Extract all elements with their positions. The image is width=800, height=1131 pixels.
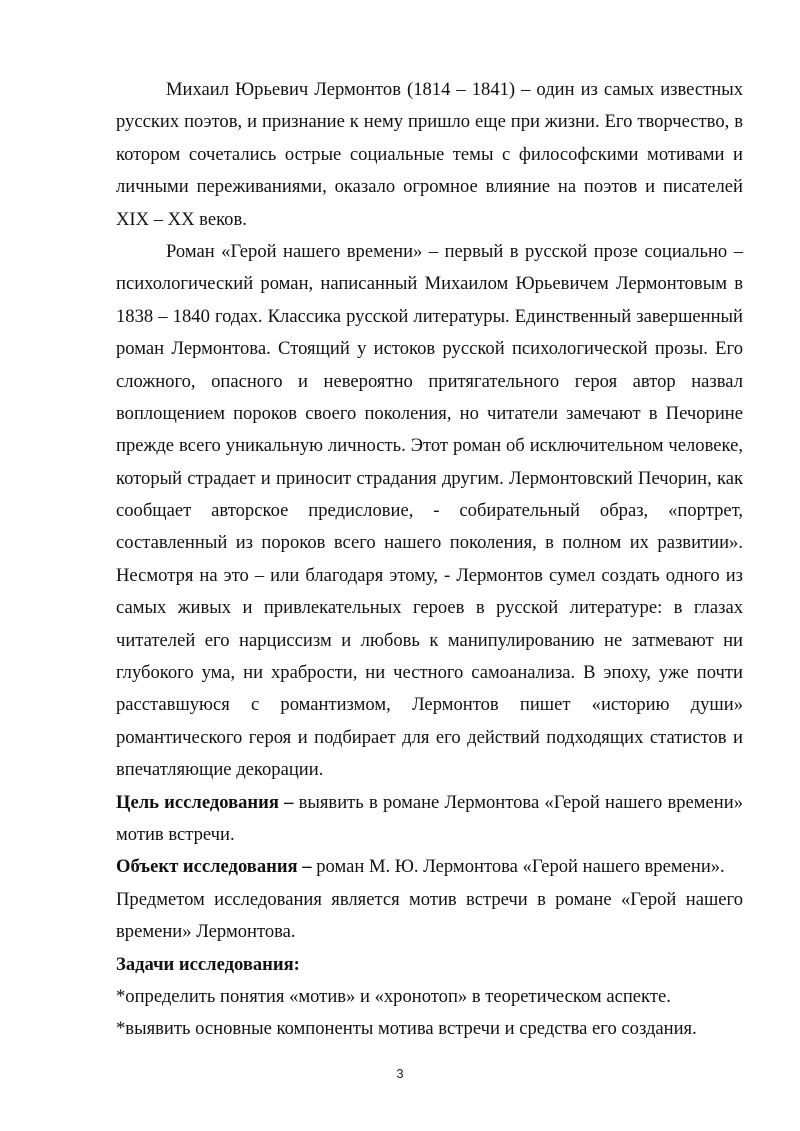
text-line [116,787,743,819]
text-line: сообщает авторское предисловие, - собирательный образ, «портрет, [116,500,743,522]
text-line: Предметом исследования является мотив встречи в романе «Герой нашего [116,888,743,910]
text-line: прежде всего уникальную личность. Этот роман об исключительном человеке, [116,435,743,457]
text-line: впечатляющие декорации. [116,759,324,781]
text-line: XIX – XX веков. [116,208,247,230]
research-goal [116,787,743,852]
text-line: психологический роман, написанный Михаилом Юрьевичем Лермонтовым в [116,273,743,295]
paragraph-novel [116,236,743,787]
text-line: самых живых и привлекательных героев в русской литературе: в глазах [116,597,743,619]
text-line: времени» Лермонтова. [116,921,296,943]
text-line: Михаил Юрьевич Лермонтов (1814 – 1841) – один из самых известных [166,79,743,100]
research-tasks [116,949,743,1046]
text-line: романтического героя и подбирает для его действий подходящих статистов и [116,726,743,748]
text-line: Несмотря на это – или благодаря этому, - Лермонтов сумел создать одного из [116,564,743,586]
goal-label: Цель исследования – [116,791,294,813]
text-line: роман Лермонтова. Стоящий у истоков русской психологической прозы. Его [116,338,743,360]
task-item: *выявить основные компоненты мотива встречи и средства его создания. [116,1018,697,1040]
document-page [116,74,743,1046]
text-line: читателей его нарциссизм и любовь к манипулированию не затмевают ни [116,629,743,651]
text-line: личными переживаниями, оказало огромное влияние на поэтов и писателей [116,176,743,198]
text-line: мотив встречи. [116,823,235,845]
text-line: составленный из пороков всего нашего поколения, в полном их развитии». [116,532,743,554]
text-line: который страдает и приносит страдания другим. Лермонтовский Печорин, как [116,467,743,489]
text-line: 1838 – 1840 годах. Классика русской литературы. Единственный завершенный [116,305,743,327]
research-subject [116,884,743,949]
goal-text: выявить в романе Лермонтова «Герой нашего времени» [293,791,744,813]
object-label: Объект исследования – [116,856,312,878]
object-text: роман М. Ю. Лермонтова «Герой нашего времени». [311,856,725,878]
text-line: русских поэтов, и признание к нему пришло еще при жизни. Его творчество, в [116,111,743,133]
text-line: глубокого ума, ни храбрости, ни честного самоанализа. В эпоху, уже почти [116,662,743,684]
text-line [116,851,743,883]
text-line: воплощением пороков своего поколения, но читатели замечают в Печорине [116,402,743,424]
page-number: 3 [396,1066,404,1081]
tasks-label: Задачи исследования: [116,953,300,975]
text-line: котором сочетались острые социальные темы с философскими мотивами и [116,143,743,165]
text-line [116,949,743,981]
paragraph-intro [116,74,743,236]
research-object [116,851,743,883]
text-line: Роман «Герой нашего времени» – первый в русской прозе социально – [166,240,743,262]
text-line: сложного, опасного и невероятно притягательного героя автор назвал [116,370,743,392]
text-line: расставшуюся с романтизмом, Лермонтов пишет «историю души» [116,694,743,716]
task-item: *определить понятия «мотив» и «хронотоп» в теоретическом аспекте. [116,985,671,1007]
